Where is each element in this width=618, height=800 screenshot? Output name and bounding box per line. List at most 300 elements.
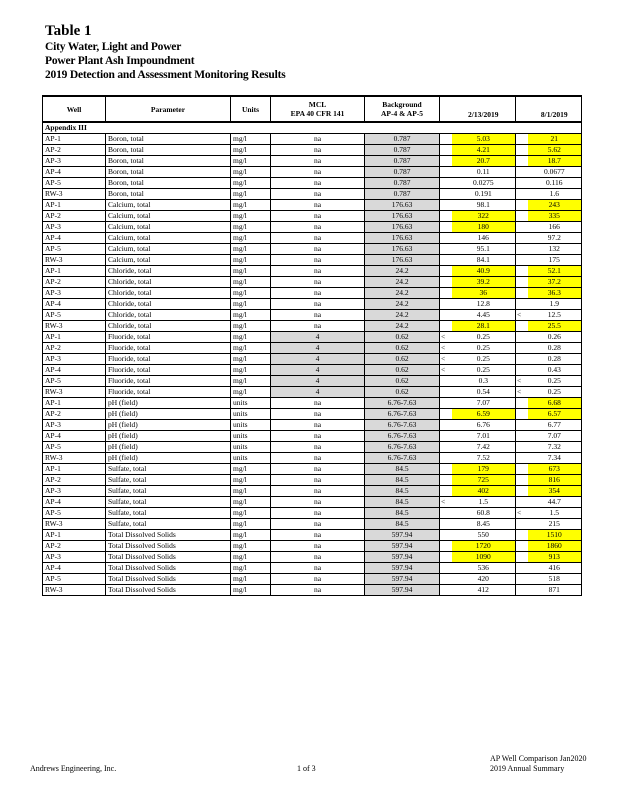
section-row (43, 122, 582, 134)
footer-document-info (490, 754, 618, 774)
col-header-units: Units (231, 96, 271, 122)
table-row (43, 453, 582, 464)
well-cell: RW-3 (43, 255, 106, 266)
well-cell: AP-2 (43, 409, 106, 420)
parameter-cell: Total Dissolved Solids (106, 552, 231, 563)
well-cell: AP-4 (43, 497, 106, 508)
mcl-cell: na (271, 530, 365, 541)
background-cell: 0.787 (365, 134, 440, 145)
parameter-cell: Calcium, total (106, 200, 231, 211)
header-line-facility: Power Plant Ash Impoundment (45, 55, 195, 67)
qualifier-2-cell (516, 222, 528, 233)
result-1-cell: 12.8 (452, 299, 516, 310)
background-cell: 84.5 (365, 486, 440, 497)
mcl-cell: na (271, 563, 365, 574)
parameter-cell: Calcium, total (106, 244, 231, 255)
result-1-cell: 0.25 (452, 354, 516, 365)
header-line-utility: City Water, Light and Power (45, 41, 182, 53)
background-cell: 6.76-7.63 (365, 409, 440, 420)
background-cell: 597.94 (365, 585, 440, 596)
table-row (43, 343, 582, 354)
qualifier-1-cell (440, 211, 452, 222)
background-cell: 597.94 (365, 530, 440, 541)
qualifier-1-cell (440, 167, 452, 178)
background-cell: 597.94 (365, 541, 440, 552)
parameter-cell: pH (field) (106, 420, 231, 431)
qualifier-1-cell (440, 200, 452, 211)
units-cell: mg/l (231, 486, 271, 497)
units-cell: units (231, 442, 271, 453)
parameter-cell: Total Dissolved Solids (106, 563, 231, 574)
result-2-cell: 673 (528, 464, 582, 475)
qualifier-2-cell (516, 244, 528, 255)
result-2-cell: 1.6 (528, 189, 582, 200)
well-cell: AP-1 (43, 464, 106, 475)
units-cell: mg/l (231, 497, 271, 508)
table-row (43, 376, 582, 387)
result-1-cell: 7.07 (452, 398, 516, 409)
qualifier-2-cell (516, 442, 528, 453)
qualifier-2-cell (516, 563, 528, 574)
background-cell: 0.62 (365, 376, 440, 387)
well-cell: AP-3 (43, 552, 106, 563)
table-row (43, 321, 582, 332)
qualifier-2-cell (516, 299, 528, 310)
result-1-cell: 20.7 (452, 156, 516, 167)
result-2-cell: 97.2 (528, 233, 582, 244)
parameter-cell: pH (field) (106, 431, 231, 442)
well-cell: AP-3 (43, 420, 106, 431)
result-2-cell: 0.0677 (528, 167, 582, 178)
footer-doc-line2: 2019 Annual Summary (490, 764, 565, 773)
table-row (43, 255, 582, 266)
result-2-cell: 0.25 (528, 387, 582, 398)
units-cell: mg/l (231, 255, 271, 266)
parameter-cell: Boron, total (106, 134, 231, 145)
result-1-cell: 5.03 (452, 134, 516, 145)
mcl-cell: na (271, 552, 365, 563)
result-2-cell: 0.26 (528, 332, 582, 343)
result-1-cell: 84.1 (452, 255, 516, 266)
well-cell: AP-2 (43, 145, 106, 156)
well-cell: AP-5 (43, 442, 106, 453)
qualifier-2-cell (516, 178, 528, 189)
qualifier-1-cell (440, 376, 452, 387)
result-2-cell: 913 (528, 552, 582, 563)
parameter-cell: Chloride, total (106, 310, 231, 321)
result-2-cell: 36.3 (528, 288, 582, 299)
qualifier-2-cell (516, 332, 528, 343)
table-row (43, 266, 582, 277)
qualifier-2-cell (516, 497, 528, 508)
qualifier-2-cell (516, 288, 528, 299)
mcl-cell: na (271, 420, 365, 431)
qualifier-2-cell (516, 409, 528, 420)
qualifier-1-cell (440, 574, 452, 585)
result-2-cell: 6.57 (528, 409, 582, 420)
mcl-cell: na (271, 299, 365, 310)
mcl-cell: na (271, 541, 365, 552)
result-2-cell: 12.5 (528, 310, 582, 321)
result-2-cell: 243 (528, 200, 582, 211)
background-cell: 597.94 (365, 552, 440, 563)
qualifier-1-cell (440, 255, 452, 266)
mcl-cell: na (271, 464, 365, 475)
parameter-cell: Sulfate, total (106, 508, 231, 519)
result-2-cell: 0.28 (528, 343, 582, 354)
parameter-cell: Fluoride, total (106, 365, 231, 376)
parameter-cell: Calcium, total (106, 222, 231, 233)
qualifier-1-cell (440, 310, 452, 321)
table-row (43, 508, 582, 519)
table-row (43, 420, 582, 431)
units-cell: mg/l (231, 222, 271, 233)
units-cell: mg/l (231, 288, 271, 299)
mcl-header-line2: EPA 40 CFR 141 (290, 109, 345, 118)
table-row (43, 475, 582, 486)
result-1-cell: 60.8 (452, 508, 516, 519)
qualifier-2-cell (516, 530, 528, 541)
parameter-cell: Fluoride, total (106, 343, 231, 354)
table-row (43, 145, 582, 156)
mcl-cell: na (271, 156, 365, 167)
units-cell: mg/l (231, 332, 271, 343)
qualifier-1-cell (440, 420, 452, 431)
col-header-qualifier-2 (516, 96, 528, 122)
mcl-cell: na (271, 233, 365, 244)
qualifier-1-cell: < (440, 354, 452, 365)
bg-header-line2: AP-4 & AP-5 (380, 109, 424, 118)
mcl-cell: na (271, 475, 365, 486)
qualifier-1-cell: < (440, 497, 452, 508)
mcl-cell: 4 (271, 343, 365, 354)
background-cell: 176.63 (365, 211, 440, 222)
units-cell: mg/l (231, 508, 271, 519)
parameter-cell: Total Dissolved Solids (106, 585, 231, 596)
table-row (43, 398, 582, 409)
qualifier-2-cell (516, 266, 528, 277)
table-row (43, 464, 582, 475)
well-cell: AP-5 (43, 244, 106, 255)
footer-doc-line1: AP Well Comparison Jan2020 (490, 754, 587, 763)
well-cell: AP-3 (43, 222, 106, 233)
qualifier-2-cell (516, 156, 528, 167)
mcl-cell: na (271, 145, 365, 156)
table-row (43, 486, 582, 497)
result-2-cell: 5.62 (528, 145, 582, 156)
parameter-cell: Sulfate, total (106, 486, 231, 497)
result-2-cell: 166 (528, 222, 582, 233)
result-2-cell: 7.07 (528, 431, 582, 442)
well-cell: RW-3 (43, 453, 106, 464)
qualifier-1-cell (440, 244, 452, 255)
qualifier-1-cell (440, 563, 452, 574)
parameter-cell: Boron, total (106, 156, 231, 167)
qualifier-1-cell (440, 453, 452, 464)
units-cell: mg/l (231, 343, 271, 354)
mcl-cell: na (271, 167, 365, 178)
qualifier-2-cell (516, 486, 528, 497)
mcl-header-line1: MCL (308, 100, 327, 109)
units-cell: units (231, 420, 271, 431)
background-cell: 84.5 (365, 497, 440, 508)
background-cell: 176.63 (365, 233, 440, 244)
table-row (43, 442, 582, 453)
qualifier-1-cell (440, 321, 452, 332)
units-cell: mg/l (231, 563, 271, 574)
result-2-cell: 871 (528, 585, 582, 596)
background-cell: 84.5 (365, 519, 440, 530)
background-cell: 597.94 (365, 574, 440, 585)
result-2-cell: 6.77 (528, 420, 582, 431)
table-row (43, 574, 582, 585)
qualifier-2-cell (516, 398, 528, 409)
well-cell: AP-1 (43, 134, 106, 145)
well-cell: AP-4 (43, 365, 106, 376)
units-cell: mg/l (231, 134, 271, 145)
well-cell: AP-4 (43, 431, 106, 442)
result-1-cell: 412 (452, 585, 516, 596)
background-cell: 6.76-7.63 (365, 398, 440, 409)
background-cell: 6.76-7.63 (365, 420, 440, 431)
mcl-cell: na (271, 211, 365, 222)
units-cell: mg/l (231, 541, 271, 552)
qualifier-2-cell (516, 354, 528, 365)
table-row (43, 310, 582, 321)
units-cell: units (231, 453, 271, 464)
qualifier-2-cell (516, 189, 528, 200)
mcl-cell: 4 (271, 365, 365, 376)
result-2-cell: 18.7 (528, 156, 582, 167)
result-1-cell: 402 (452, 486, 516, 497)
table-row (43, 244, 582, 255)
background-cell: 24.2 (365, 299, 440, 310)
qualifier-1-cell (440, 277, 452, 288)
parameter-cell: Sulfate, total (106, 497, 231, 508)
qualifier-2-cell (516, 145, 528, 156)
result-2-cell: 0.25 (528, 376, 582, 387)
result-2-cell: 175 (528, 255, 582, 266)
qualifier-1-cell (440, 299, 452, 310)
well-cell: RW-3 (43, 585, 106, 596)
document-header (45, 22, 286, 82)
mcl-cell: na (271, 255, 365, 266)
units-cell: mg/l (231, 156, 271, 167)
table-row (43, 167, 582, 178)
units-cell: units (231, 409, 271, 420)
mcl-cell: na (271, 398, 365, 409)
table-row (43, 134, 582, 145)
background-cell: 0.787 (365, 189, 440, 200)
parameter-cell: Boron, total (106, 145, 231, 156)
parameter-cell: pH (field) (106, 409, 231, 420)
qualifier-2-cell (516, 365, 528, 376)
well-cell: AP-2 (43, 541, 106, 552)
background-cell: 176.63 (365, 222, 440, 233)
result-1-cell: 0.0275 (452, 178, 516, 189)
qualifier-2-cell (516, 167, 528, 178)
result-1-cell: 4.21 (452, 145, 516, 156)
result-2-cell: 215 (528, 519, 582, 530)
table-row (43, 409, 582, 420)
qualifier-1-cell (440, 442, 452, 453)
background-cell: 24.2 (365, 310, 440, 321)
qualifier-1-cell (440, 189, 452, 200)
qualifier-2-cell (516, 321, 528, 332)
units-cell: mg/l (231, 464, 271, 475)
mcl-cell: na (271, 310, 365, 321)
qualifier-1-cell: < (440, 365, 452, 376)
parameter-cell: Boron, total (106, 167, 231, 178)
qualifier-2-cell (516, 541, 528, 552)
well-cell: AP-3 (43, 354, 106, 365)
result-1-cell: 7.52 (452, 453, 516, 464)
background-cell: 0.62 (365, 365, 440, 376)
parameter-cell: Fluoride, total (106, 332, 231, 343)
result-2-cell: 0.116 (528, 178, 582, 189)
qualifier-1-cell (440, 530, 452, 541)
qualifier-1-cell (440, 475, 452, 486)
well-cell: AP-4 (43, 299, 106, 310)
table-header-row (43, 96, 582, 122)
qualifier-1-cell: < (440, 343, 452, 354)
qualifier-1-cell (440, 398, 452, 409)
col-header-qualifier-1 (440, 96, 452, 122)
parameter-cell: Boron, total (106, 189, 231, 200)
background-cell: 0.787 (365, 156, 440, 167)
background-cell: 0.787 (365, 167, 440, 178)
parameter-cell: pH (field) (106, 453, 231, 464)
qualifier-2-cell (516, 277, 528, 288)
qualifier-1-cell (440, 508, 452, 519)
result-2-cell: 21 (528, 134, 582, 145)
result-1-cell: 40.9 (452, 266, 516, 277)
result-1-cell: 180 (452, 222, 516, 233)
qualifier-2-cell (516, 475, 528, 486)
result-1-cell: 1090 (452, 552, 516, 563)
table-row (43, 200, 582, 211)
well-cell: AP-4 (43, 233, 106, 244)
qualifier-2-cell (516, 585, 528, 596)
qualifier-1-cell (440, 134, 452, 145)
units-cell: mg/l (231, 189, 271, 200)
well-cell: AP-5 (43, 310, 106, 321)
background-cell: 176.63 (365, 200, 440, 211)
qualifier-2-cell: < (516, 310, 528, 321)
parameter-cell: Sulfate, total (106, 475, 231, 486)
well-cell: AP-5 (43, 508, 106, 519)
units-cell: mg/l (231, 200, 271, 211)
qualifier-1-cell (440, 222, 452, 233)
mcl-cell: na (271, 508, 365, 519)
mcl-cell: na (271, 266, 365, 277)
qualifier-1-cell (440, 145, 452, 156)
units-cell: mg/l (231, 376, 271, 387)
result-1-cell: 0.25 (452, 343, 516, 354)
result-1-cell: 0.3 (452, 376, 516, 387)
background-cell: 24.2 (365, 321, 440, 332)
well-cell: AP-4 (43, 563, 106, 574)
result-2-cell: 6.68 (528, 398, 582, 409)
qualifier-2-cell: < (516, 508, 528, 519)
well-cell: AP-5 (43, 178, 106, 189)
bg-header-line1: Background (382, 100, 422, 109)
mcl-cell: na (271, 244, 365, 255)
result-2-cell: 7.34 (528, 453, 582, 464)
background-cell: 597.94 (365, 563, 440, 574)
table-row (43, 354, 582, 365)
result-2-cell: 0.43 (528, 365, 582, 376)
well-cell: AP-2 (43, 475, 106, 486)
result-1-cell: 420 (452, 574, 516, 585)
result-2-cell: 354 (528, 486, 582, 497)
parameter-cell: Calcium, total (106, 233, 231, 244)
result-2-cell: 518 (528, 574, 582, 585)
result-2-cell: 1.9 (528, 299, 582, 310)
mcl-cell: 4 (271, 376, 365, 387)
result-2-cell: 1.5 (528, 508, 582, 519)
result-1-cell: 8.45 (452, 519, 516, 530)
qualifier-1-cell (440, 431, 452, 442)
result-1-cell: 0.25 (452, 365, 516, 376)
background-cell: 0.62 (365, 343, 440, 354)
result-1-cell: 7.42 (452, 442, 516, 453)
background-cell: 176.63 (365, 255, 440, 266)
result-1-cell: 39.2 (452, 277, 516, 288)
table-row (43, 189, 582, 200)
parameter-cell: Chloride, total (106, 288, 231, 299)
qualifier-2-cell (516, 453, 528, 464)
table-row (43, 299, 582, 310)
units-cell: mg/l (231, 574, 271, 585)
result-1-cell: 98.1 (452, 200, 516, 211)
result-2-cell: 44.7 (528, 497, 582, 508)
mcl-cell: na (271, 409, 365, 420)
units-cell: mg/l (231, 354, 271, 365)
result-2-cell: 335 (528, 211, 582, 222)
background-cell: 6.76-7.63 (365, 453, 440, 464)
parameter-cell: Fluoride, total (106, 387, 231, 398)
result-1-cell: 0.11 (452, 167, 516, 178)
background-cell: 0.787 (365, 178, 440, 189)
units-cell: mg/l (231, 277, 271, 288)
units-cell: mg/l (231, 387, 271, 398)
footer-company: Andrews Engineering, Inc. (30, 764, 117, 773)
result-2-cell: 0.28 (528, 354, 582, 365)
parameter-cell: Chloride, total (106, 266, 231, 277)
background-cell: 0.62 (365, 332, 440, 343)
well-cell: RW-3 (43, 189, 106, 200)
mcl-cell: na (271, 442, 365, 453)
mcl-cell: na (271, 486, 365, 497)
footer-page-number: 1 of 3 (297, 764, 316, 773)
result-2-cell: 816 (528, 475, 582, 486)
well-cell: AP-5 (43, 376, 106, 387)
units-cell: mg/l (231, 310, 271, 321)
well-cell: RW-3 (43, 387, 106, 398)
well-cell: AP-3 (43, 156, 106, 167)
mcl-cell: 4 (271, 354, 365, 365)
well-cell: RW-3 (43, 519, 106, 530)
units-cell: mg/l (231, 530, 271, 541)
background-cell: 24.2 (365, 277, 440, 288)
header-line-report: 2019 Detection and Assessment Monitoring Results (45, 69, 286, 81)
units-cell: mg/l (231, 266, 271, 277)
background-cell: 84.5 (365, 508, 440, 519)
qualifier-2-cell (516, 431, 528, 442)
col-header-date-2: 8/1/2019 (528, 96, 582, 122)
parameter-cell: Chloride, total (106, 277, 231, 288)
